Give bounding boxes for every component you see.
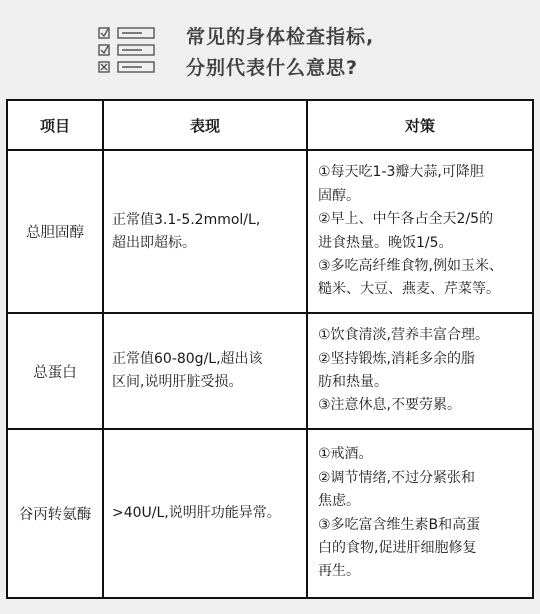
item-label: 总蛋白	[33, 364, 77, 381]
header-measures: 对策	[404, 116, 435, 135]
performance-line: 正常值60-80g/L,超出该	[112, 351, 263, 367]
indicator-table	[6, 99, 534, 599]
measure-line: 进食热量。晚饭1/5。	[318, 234, 453, 251]
measure-line: 白的食物,促进肝细胞修复	[318, 539, 477, 556]
measure-line: ②坚持锻炼,消耗多余的脂	[318, 350, 476, 367]
header-item: 项目	[8, 101, 104, 149]
title-line-1: 常见的身体检查指标,	[186, 26, 375, 48]
row-measures	[308, 151, 532, 312]
row-performance	[104, 151, 308, 312]
measure-line: ③多吃富含维生素B和高蛋	[318, 516, 481, 533]
page-title	[186, 22, 374, 84]
measure-line: ①饮食清淡,营养丰富合理。	[318, 327, 490, 344]
measure-line: ③注意休息,不要劳累。	[318, 397, 462, 414]
row-performance	[104, 430, 308, 597]
performance-line: 超出即超标。	[112, 234, 196, 251]
row-performance	[104, 314, 308, 428]
measure-line: ②早上、中午各占全天2/5的	[318, 211, 494, 228]
header	[0, 0, 540, 96]
row-item	[8, 430, 104, 597]
performance-line: 正常值3.1-5.2mmol/L,	[112, 211, 261, 228]
title-line-2: 分别代表什么意思?	[186, 57, 359, 79]
measure-line: 肪和热量。	[318, 374, 388, 390]
measure-line: 糙米、大豆、燕麦、芹菜等。	[318, 281, 500, 298]
row-measures	[308, 314, 532, 428]
table-row	[8, 151, 532, 314]
table-row	[8, 314, 532, 430]
checklist-icon	[98, 26, 156, 76]
item-label: 谷丙转氨酶	[18, 507, 92, 523]
measure-line: 再生。	[318, 563, 360, 580]
measure-line: ①每天吃1-3瓣大蒜,可降胆	[318, 164, 484, 181]
row-item	[8, 151, 104, 312]
row-measures	[308, 430, 532, 597]
table-header-row	[8, 101, 532, 151]
performance-line: 区间,说明肝脏受损。	[112, 374, 243, 390]
measure-line: ②调节情绪,不过分紧张和	[318, 469, 476, 486]
item-label: 总胆固醇	[26, 225, 84, 241]
row-item	[8, 314, 104, 428]
measure-line: ①戒酒。	[318, 446, 373, 463]
measure-line: 焦虑。	[318, 493, 360, 510]
measure-line: 固醇。	[318, 187, 360, 204]
measure-line: ③多吃高纤维食物,例如玉米、	[318, 257, 504, 274]
header-performance: 表现	[104, 101, 308, 149]
table-row	[8, 430, 532, 597]
performance-line: >40U/L,说明肝功能异常。	[112, 505, 281, 521]
